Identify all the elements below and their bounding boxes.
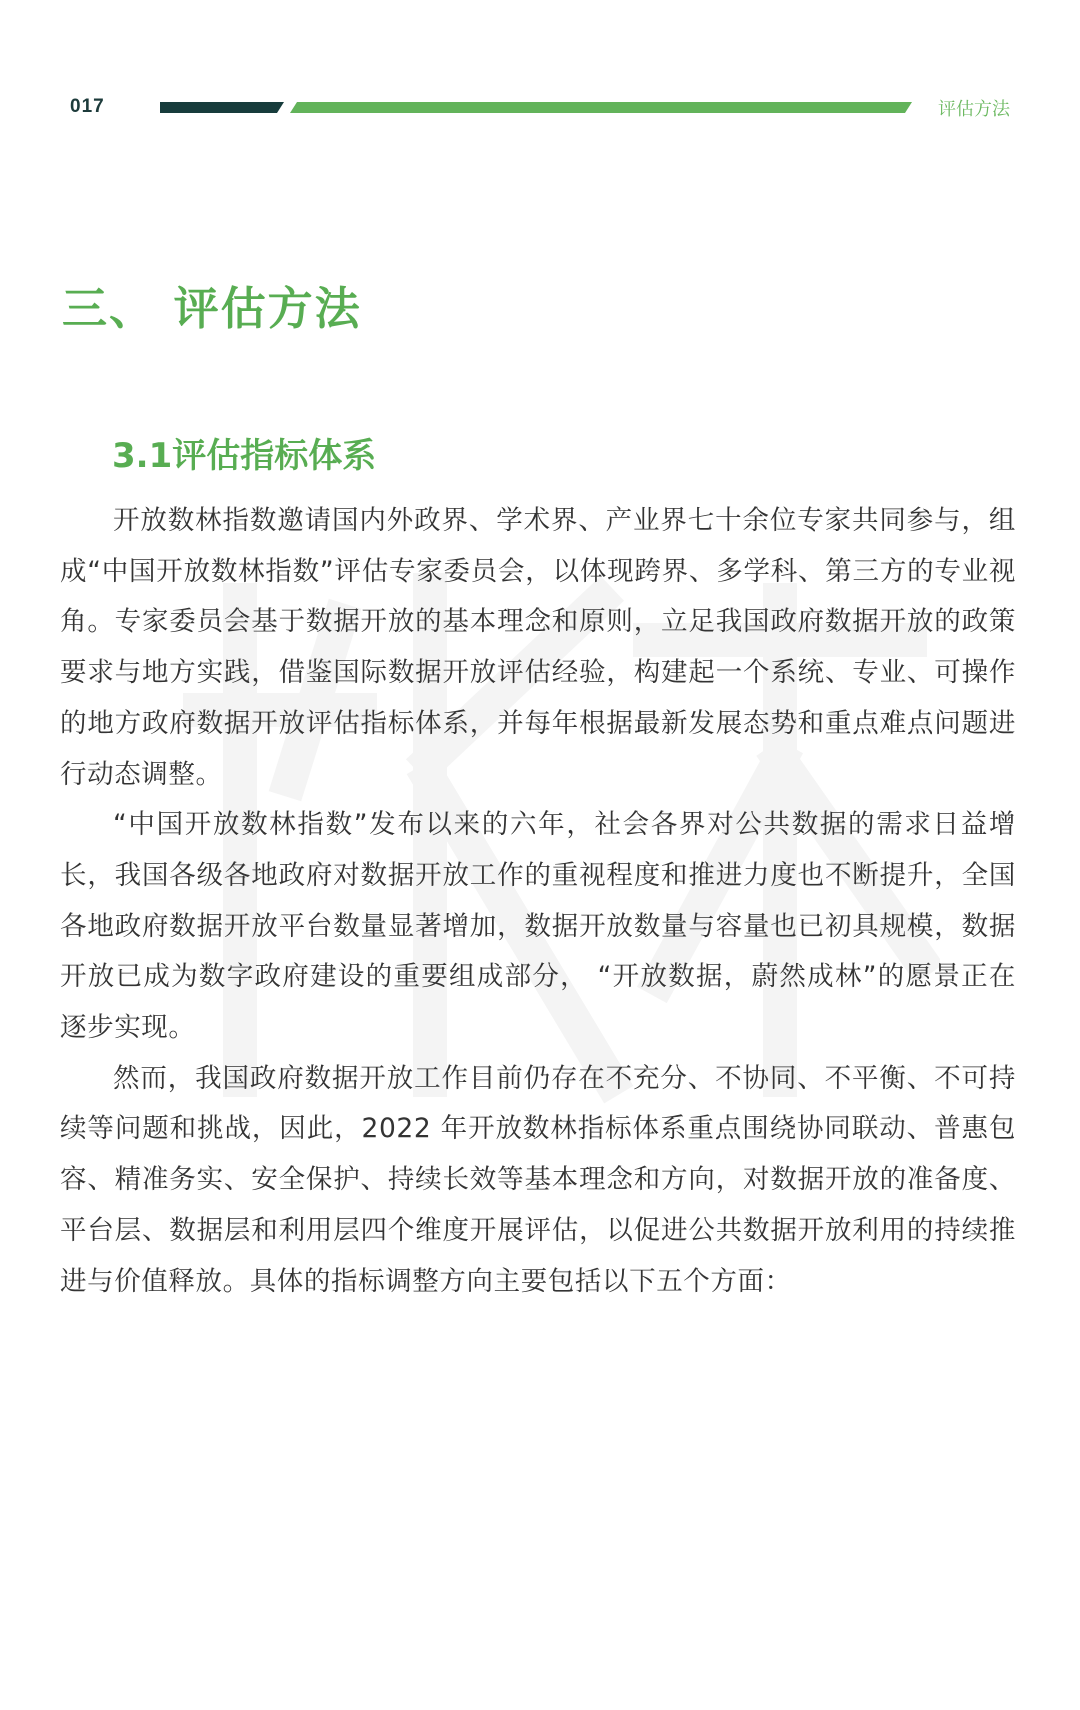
- section-title: 3.1评估指标体系: [112, 436, 377, 476]
- page-number: 017: [70, 96, 105, 117]
- paragraph-2: “中国开放数林指数”发布以来的六年，社会各界对公共数据的需求日益增长，我国各级各地政府对数据开放工作的重视程度和推进力度也不断提升，全国各地政府数据开放平台数量显著增加，数据开放数量与容量也已初具规模，数据开放已成为数字政府建设的重要组成部分， “开放数据，蔚然成林”的愿景正在逐步实现。: [60, 809, 1016, 1044]
- body-text: [60, 496, 1016, 1307]
- header-bar-dark: [160, 102, 284, 113]
- paragraph-3: 然而，我国政府数据开放工作目前仍存在不充分、不协同、不平衡、不可持续等问题和挑战，因此，2022 年开放数林指标体系重点围绕协同联动、普惠包容、精准务实、安全保护、持续长效等基本理念和方向，对数据开放的准备度、平台层、数据层和利用层四个维度开展评估，以促进公共数据开放利用的持续推进与价值释放。具体的指标调整方向主要包括以下五个方面：: [60, 1062, 1016, 1297]
- chapter-title: 三、 评估方法: [62, 282, 362, 335]
- running-head: 评估方法: [938, 99, 1010, 120]
- paragraph-1: 开放数林指数邀请国内外政界、学术界、产业界七十余位专家共同参与，组成“中国开放数林指数”评估专家委员会，以体现跨界、多学科、第三方的专业视角。专家委员会基于数据开放的基本理念和原则，立足我国政府数据开放的政策要求与地方实践，借鉴国际数据开放评估经验，构建起一个系统、专业、可操作的地方政府数据开放评估指标体系，并每年根据最新发展态势和重点难点问题进行动态调整。: [60, 505, 1016, 790]
- header-bar-green: [290, 102, 912, 113]
